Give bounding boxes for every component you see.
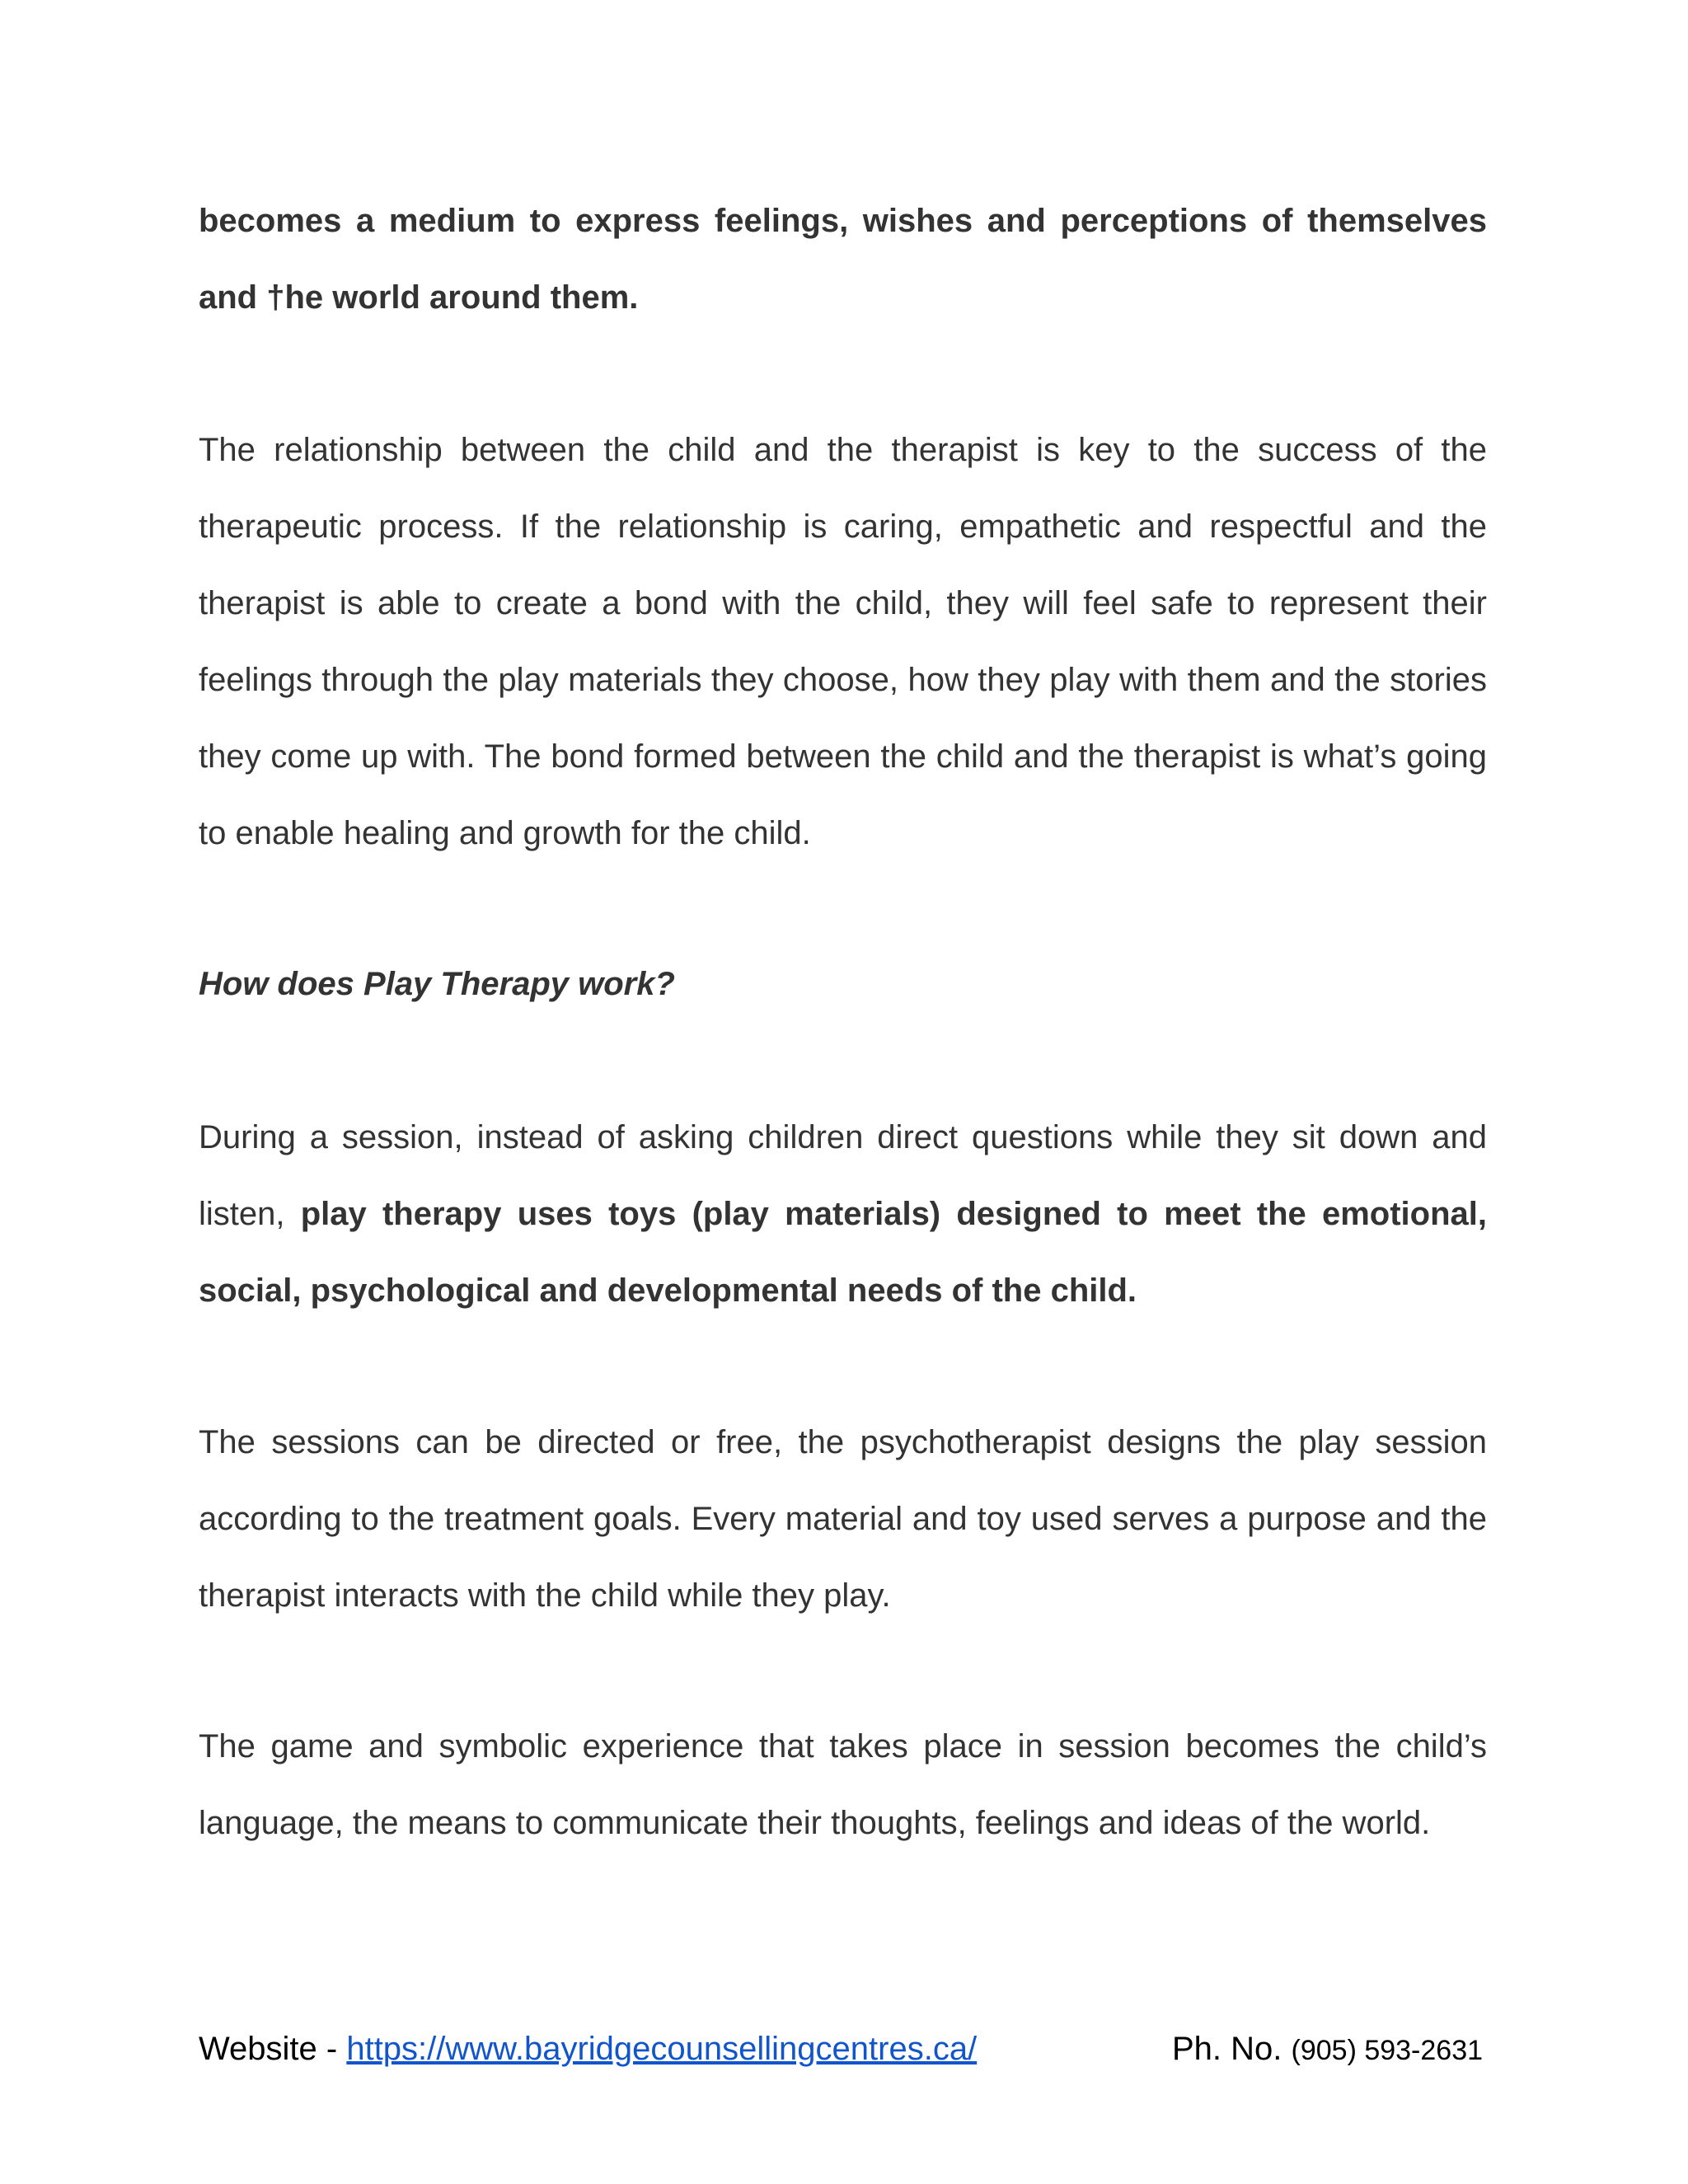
paragraph-symbolic-experience: The game and symbolic experience that takes place in session becomes the child’s language, the means to communicate their thoughts, feelings and ideas of the world. bbox=[199, 1728, 1487, 1841]
footer-phone bbox=[1172, 2031, 1483, 2068]
paragraph-session-bold-text: play therapy uses toys (play materials) designed to meet the emotional, social, psychological and developmental needs of the child. bbox=[199, 1196, 1487, 1309]
paragraph-session-normal-text: During a session, instead of asking children direct questions while they sit down and listen, bbox=[199, 1119, 1487, 1232]
paragraph-directed-free: The sessions can be directed or free, the psychotherapist designs the play session according to the treatment goals. Every material and toy used serves a purpose and the therapist interacts with the child while they play. bbox=[199, 1424, 1487, 1614]
section-heading: How does Play Therapy work? bbox=[199, 966, 675, 1002]
footer-website bbox=[199, 2031, 977, 2068]
paragraph-intro-continuation bbox=[199, 183, 1487, 336]
page-footer bbox=[199, 2031, 1487, 2080]
phone-number: (905) 593-2631 bbox=[1291, 2035, 1484, 2066]
website-link[interactable]: https://www.bayridgecounsellingcentres.ca/ bbox=[346, 2031, 978, 2067]
paragraph-intro-bold-text: becomes a medium to express feelings, wishes and perceptions of themselves and †he world around them. bbox=[199, 203, 1487, 316]
phone-label: Ph. No. bbox=[1172, 2031, 1292, 2067]
paragraph-relationship: The relationship between the child and the therapist is key to the success of the therapeutic process. If the relationship is caring, empathetic and respectful and the therapist is able to create a bond with the child, they will feel safe to represent their feelings through the play materials they choose, how they play with them and the stories they come up with. The bond formed between the child and the therapist is what’s going to enable healing and growth for the child. bbox=[199, 432, 1487, 851]
paragraph-session bbox=[199, 1099, 1487, 1329]
website-label: Website - bbox=[199, 2031, 347, 2067]
